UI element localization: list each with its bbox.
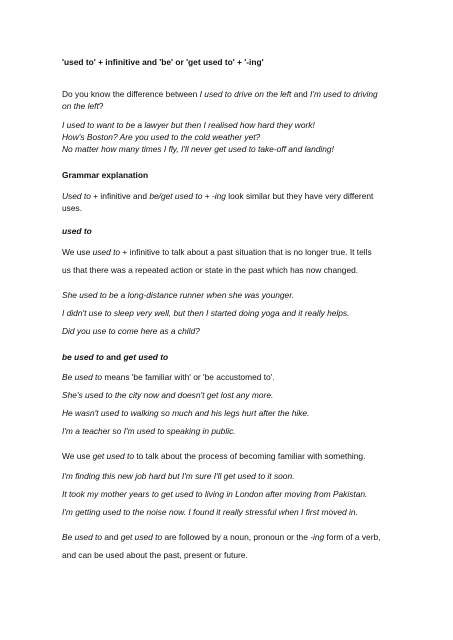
term: get used to	[123, 352, 169, 362]
document-title: 'used to' + infinitive and 'be' or 'get used to' + '-ing'	[62, 57, 264, 67]
term: get used to	[92, 451, 135, 461]
text: + infinitive and	[90, 191, 150, 201]
text: +	[202, 191, 212, 201]
used-to-line-1	[62, 246, 392, 258]
term: get used to	[120, 532, 163, 542]
get-used-to-example: I'm getting used to the noise now. I found it really stressful when I first moved in.	[62, 507, 358, 517]
be-used-to-heading	[62, 351, 392, 363]
term: be used to	[62, 352, 104, 362]
intro-example-1: I used to drive on the left	[199, 89, 292, 99]
text: to talk about the process of becoming familiar with something.	[134, 451, 366, 461]
intro-line-1	[62, 88, 392, 100]
text: means 'be familiar with' or 'be accustomed to'.	[102, 372, 275, 382]
text: are followed by a noun, pronoun or the	[162, 532, 311, 542]
grammar-text-line-1	[62, 190, 392, 202]
text: + infinitive to talk about a past situation that is no longer true. It tells	[120, 247, 372, 257]
get-used-to-definition	[62, 450, 392, 462]
intro-example: How's Boston? Are you used to the cold weather yet?	[62, 132, 261, 142]
final-note-line-1	[62, 531, 392, 543]
intro-example: No matter how many times I fly, I'll never get used to take-off and landing!	[62, 144, 334, 154]
intro-line-2	[62, 100, 392, 112]
intro-example-2-cont: on the left	[62, 101, 99, 111]
intro-example: I used to want to be a lawyer but then I realised how hard they work!	[62, 120, 315, 130]
text: and	[103, 352, 124, 362]
intro-text: ?	[98, 101, 104, 111]
text: We use	[62, 451, 93, 461]
text: form of a verb,	[324, 532, 381, 542]
term: -ing	[310, 532, 325, 542]
intro-text: and	[291, 89, 311, 99]
text: We use	[62, 247, 93, 257]
get-used-to-example: It took my mother years to get used to living in London after moving from Pakistan.	[62, 489, 368, 499]
used-to-heading: used to	[62, 226, 92, 236]
term: used to	[92, 247, 121, 257]
term: Be used to	[62, 532, 103, 542]
text: and	[102, 532, 121, 542]
be-used-to-example: I'm a teacher so I'm used to speaking in public.	[62, 426, 236, 436]
used-to-example: She used to be a long-distance runner when she was younger.	[62, 290, 295, 300]
text: look similar but they have very different	[225, 191, 374, 201]
used-to-example: Did you use to come here as a child?	[62, 326, 200, 336]
final-note-line-2: and can be used about the past, present or future.	[62, 550, 248, 560]
grammar-heading: Grammar explanation	[62, 170, 149, 180]
term: Used to	[62, 191, 91, 201]
get-used-to-example: I'm finding this new job hard but I'm sure I'll get used to it soon.	[62, 471, 295, 481]
used-to-example: I didn't use to sleep very well, but then I started doing yoga and it really helps.	[62, 308, 350, 318]
term: be/get used to	[149, 191, 203, 201]
be-used-to-example: She's used to the city now and doesn't get lost any more.	[62, 390, 274, 400]
term: -ing	[211, 191, 226, 201]
intro-text: Do you know the difference between	[62, 89, 200, 99]
term: Be used to	[62, 372, 103, 382]
grammar-text-line-2: uses.	[62, 203, 83, 213]
be-used-to-example: He wasn't used to walking so much and his legs hurt after the hike.	[62, 408, 310, 418]
used-to-line-2: us that there was a repeated action or state in the past which has now changed.	[62, 265, 359, 275]
intro-example-2: I'm used to driving	[310, 89, 378, 99]
be-used-to-definition	[62, 371, 392, 383]
